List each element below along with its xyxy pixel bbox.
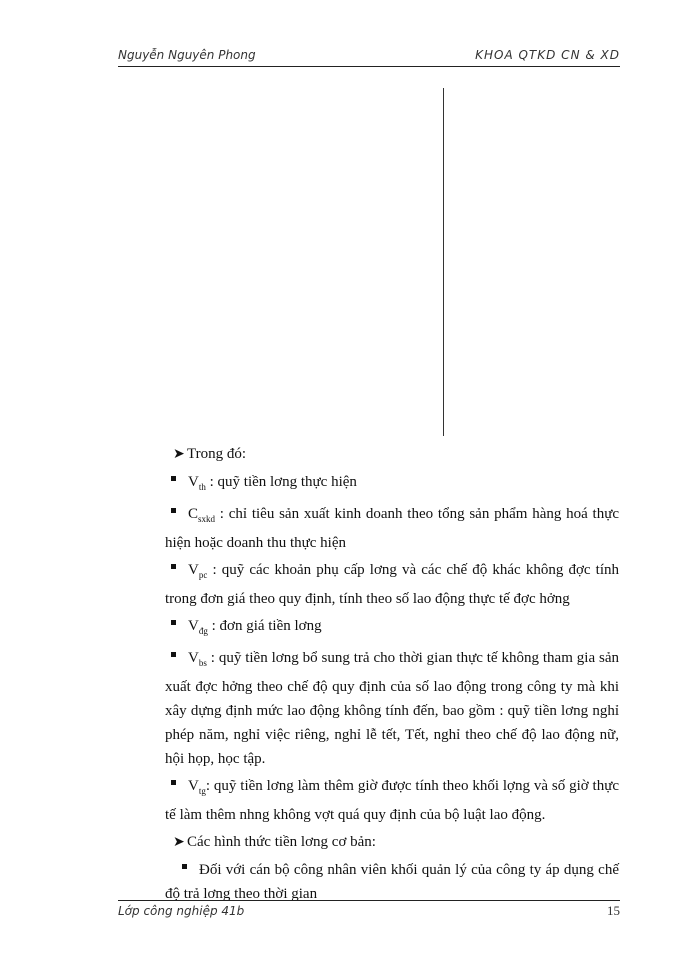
page-number: 15: [607, 903, 620, 918]
list-item-vbs: $V_{bs}$ : quỹ tiền lơng bổ sung trả cho thời gian thực tế không tham gia sản xuất đợc hởng theo chế độ quy định của số lao động trong công ty mà khi xây dựng định mức lao động không tính đến, bao gồm : quỹ tiền lơng nghỉ phép năm, nghỉ việc riêng, nghỉ lễ tết, Tết, nghỉ theo chế độ lao động nữ, hội họp, học tập.: [165, 650, 619, 767]
square-bullet-icon: [182, 864, 187, 869]
intro-line: ➤ Trong đó:: [165, 442, 619, 467]
page-header: [118, 42, 620, 67]
figure-vertical-line: [443, 88, 444, 436]
list-item-vpc: $V_{pc}$ : quỹ các khoản phụ cấp lơng và các chế độ khác không đợc tính trong đơn giá theo quy định, tính theo số lao động thực tế đợc hởng: [165, 562, 619, 607]
forms-heading: ➤ Các hình thức tiền lơng cơ bản:: [165, 830, 619, 855]
body-text: [165, 442, 619, 906]
forms-item-1: Đối với cán bộ công nhân viên khối quản lý của công ty áp dụng chế độ trả lơng theo thời gian: [165, 862, 619, 902]
square-bullet-icon: [171, 476, 176, 481]
page-footer: [118, 900, 620, 918]
header-faculty: KHOA QTKD CN & XD: [475, 48, 620, 62]
arrow-bullet-icon: ➤: [173, 835, 185, 850]
list-item-vdg: $V_{đg}$ : đơn giá tiền lơng: [165, 614, 619, 643]
list-item-csxkd: $C_{sxkd}$ : chỉ tiêu sản xuất kinh doanh theo tổng sản phẩm hàng hoá thực hiện hoặc doanh thu thực hiện: [165, 506, 619, 551]
list-item-vth: $V_{th}$ : quỹ tiền lơng thực hiện: [165, 470, 619, 499]
square-bullet-icon: [171, 780, 176, 785]
square-bullet-icon: [171, 652, 176, 657]
square-bullet-icon: [171, 564, 176, 569]
arrow-bullet-icon: ➤: [173, 447, 185, 462]
list-item-vtg: $V_{tg}$: quỹ tiền lơng làm thêm giờ được tính theo khối lợng và số giờ thực tế làm thêm nhng không vợt quá quy định của bộ luật lao động.: [165, 778, 619, 823]
square-bullet-icon: [171, 508, 176, 513]
header-author: Nguyễn Nguyên Phong: [118, 48, 256, 62]
footer-class: Lớp công nghiệp 41b: [118, 904, 245, 918]
square-bullet-icon: [171, 620, 176, 625]
